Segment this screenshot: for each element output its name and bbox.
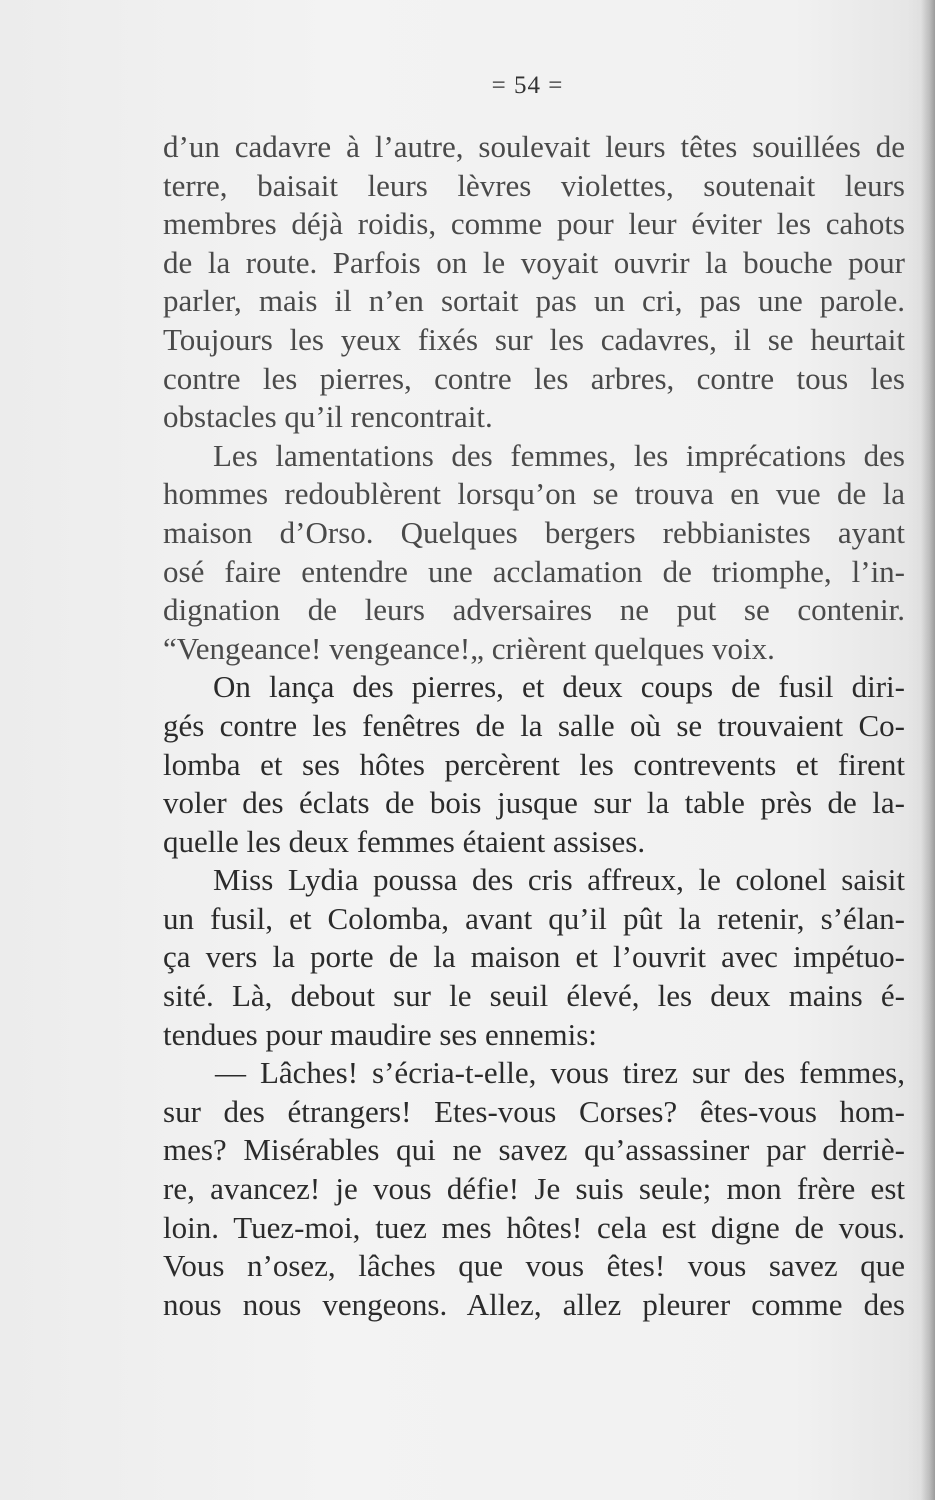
text-line: dignation de leurs adversaires ne put se contenir. — [163, 592, 905, 628]
text-line: voler des éclats de bois jusque sur la table près de la- — [163, 785, 905, 821]
text-line: d’un cadavre à l’autre, soulevait leurs têtes souillées de — [163, 129, 905, 164]
text-line: sité. Là, debout sur le seuil élevé, les deux mains é- — [163, 978, 905, 1014]
text-line: ça vers la porte de la maison et l’ouvrit avec impétuo- — [163, 939, 905, 975]
body-text — [163, 128, 905, 1324]
text-line: mes? Misérables qui ne savez qu’assassiner par derriè- — [163, 1132, 905, 1168]
paragraph-start-line: Les lamentations des femmes, les imprécations des — [213, 437, 905, 473]
text-line: re, avancez! je vous défie! Je suis seule; mon frère est — [163, 1171, 905, 1207]
text-line: lomba et ses hôtes percèrent les contrevents et firent — [163, 746, 905, 782]
paragraph-end-line: obstacles qu’il rencontrait. — [163, 399, 493, 435]
dialogue-start-line: — Lâches! s’écria-t-elle, vous tirez sur des femmes, — [215, 1055, 905, 1091]
text-line: sur des étrangers! Etes-vous Corses? êtes-vous hom- — [163, 1093, 905, 1129]
text-line: gés contre les fenêtres de la salle où se trouvaient Co- — [163, 707, 905, 743]
text-line: maison d’Orso. Quelques bergers rebbianistes ayant — [163, 514, 905, 550]
text-line: hommes redoublèrent lorsqu’on se trouva en vue de la — [163, 476, 905, 512]
text-line: Vous n’osez, lâches que vous êtes! vous savez que — [163, 1248, 905, 1284]
text-line: terre, baisait leurs lèvres violettes, soutenait leurs — [163, 167, 905, 203]
paragraph-start-line: Miss Lydia poussa des cris affreux, le colonel saisit — [213, 862, 905, 898]
page-number: = 54 = — [491, 72, 564, 99]
text-line: osé faire entendre une acclamation de triomphe, l’in- — [163, 553, 905, 589]
text-line: Toujours les yeux fixés sur les cadavres, il se heurtait — [163, 321, 905, 357]
text-line: loin. Tuez-moi, tuez mes hôtes! cela est digne de vous. — [163, 1209, 905, 1245]
text-line: parler, mais il n’en sortait pas un cri, pas une parole. — [163, 283, 905, 319]
text-line: un fusil, et Colomba, avant qu’il pût la retenir, s’élan- — [163, 900, 905, 936]
paragraph-end-line: quelle les deux femmes étaient assises. — [163, 823, 646, 859]
paragraph-end-line: “Vengeance! vengeance!„ crièrent quelques voix. — [163, 630, 775, 666]
text-line: nous nous vengeons. Allez, allez pleurer comme des — [163, 1286, 905, 1322]
page-edge-shadow — [921, 0, 935, 1500]
text-line: de la route. Parfois on le voyait ouvrir la bouche pour — [163, 244, 905, 280]
paragraph-end-line: tendues pour maudire ses ennemis: — [163, 1016, 597, 1052]
text-line: contre les pierres, contre les arbres, contre tous les — [163, 360, 905, 396]
text-line: membres déjà roidis, comme pour leur éviter les cahots — [163, 206, 905, 242]
paragraph-start-line: On lança des pierres, et deux coups de fusil diri- — [213, 669, 905, 705]
